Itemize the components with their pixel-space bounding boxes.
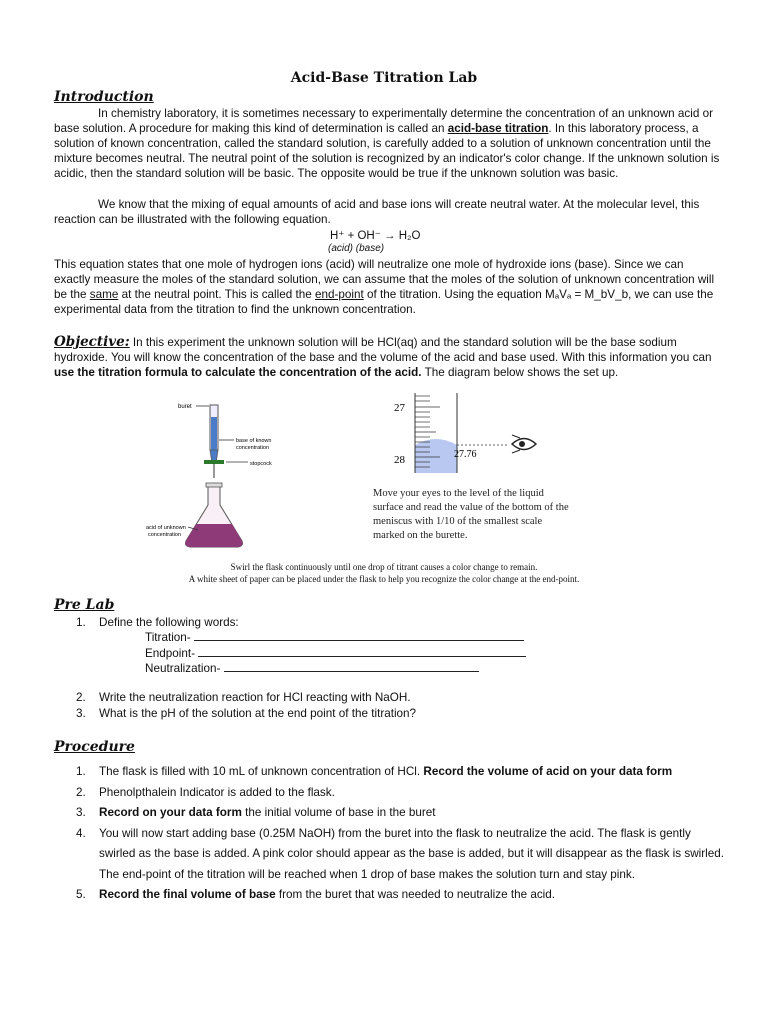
- flask-neck-rim: [206, 483, 222, 487]
- prelab-q2-text: Write the neutralization reaction for HCl reacting with NaOH.: [99, 691, 411, 704]
- objective-heading: Objective:: [54, 334, 130, 350]
- base-label-1: base of known: [236, 438, 272, 444]
- list-number: 4.: [76, 826, 86, 840]
- titration-word: Titration-: [145, 631, 191, 644]
- procedure-list: [76, 762, 726, 906]
- step-bold-text: Record on your data form: [99, 806, 242, 819]
- objective-text: The diagram below shows the set up.: [421, 366, 619, 379]
- prelab-q1-text: Define the following words:: [99, 616, 239, 629]
- definition-item: [145, 646, 526, 662]
- answer-line[interactable]: [198, 646, 526, 657]
- meniscus-reading-note: Move your eyes to the level of the liquid surface and read the value of the bottom of the meniscus with 1/10 of the smallest scale marked on the burette.: [373, 488, 569, 541]
- answer-line[interactable]: [194, 630, 524, 641]
- introduction-paragraph-2: [54, 197, 722, 227]
- step-text: Phenolpthalein Indicator is added to the flask.: [99, 785, 335, 799]
- step-text: You will now start adding base (0.25M NaOH) from the buret into the flask to neutralize the acid. The flask is gently swirled as the base is added. A pink color should appear as the base is added, but it will disappear as the flask is swirled. The end-point of the titration will be reached when 1 drop of base makes the solution turn and stay pink.: [99, 826, 724, 881]
- objective-text: In this experiment the unknown solution will be HCl(aq) and the standard solution will be the base sodium hydroxide. You will know the concentration of the base and the volume of the acid and base used. With this information you can: [54, 336, 712, 364]
- definition-item: [145, 630, 526, 646]
- acid-base-titration-term: acid-base titration: [447, 122, 549, 135]
- acid-label-1: acid of unknown: [146, 525, 186, 531]
- prelab-question-1: [76, 616, 726, 629]
- step-text: the initial volume of base in the buret: [241, 806, 436, 819]
- acid-label-2: concentration: [148, 532, 182, 538]
- list-number: 3.: [76, 806, 86, 819]
- prelab-question-3: [76, 707, 726, 720]
- endpoint-word: Endpoint-: [145, 646, 196, 660]
- stopcock-label: stopcock: [250, 461, 272, 467]
- buret-zoom-liquid: [415, 439, 457, 473]
- procedure-step-5: [76, 885, 726, 906]
- list-number: 3.: [76, 707, 86, 720]
- prelab-q3-text: What is the pH of the solution at the end point of the titration?: [99, 707, 417, 720]
- procedure-step-1: [76, 762, 726, 783]
- step-bold-text: Record the final volume of base: [99, 888, 276, 901]
- step-text: The flask is filled with 10 mL of unknown concentration of HCl.: [99, 765, 424, 778]
- introduction-paragraph-1: [54, 106, 722, 181]
- introduction-paragraph-3: [54, 257, 722, 317]
- prelab-question-2: [76, 691, 726, 704]
- procedure-step-2: [76, 783, 726, 804]
- objective-bold-text: use the titration formula to calculate the concentration of the acid.: [54, 366, 422, 379]
- objective-paragraph: [54, 335, 722, 380]
- procedure-step-3: [76, 803, 726, 824]
- procedure-heading: Procedure: [54, 739, 135, 755]
- figure-caption-1: Swirl the flask continuously until one drop of titrant causes a color change to remain.: [230, 562, 538, 572]
- intro-text: . In this laboratory process, a solution of known concentration, called the standard solution, is carefully added to a solution of unknown concentration until the mixture becomes neutral. The neutral point of the solution is recognized by an indicator's color change. If the unknown solution is acidic, then the standard solution will be basic. The opposite would be true if the unknown solution was basic.: [54, 122, 720, 180]
- intro-text: This equation states that one mole of hydrogen ions (acid) will neutralize one mole of hydroxide ions (base). Since we can exactly measure the moles of the standard solution, we can assume that the moles of the solution of unknown concentration will be the: [54, 258, 715, 301]
- procedure-step-4: [76, 824, 726, 886]
- buret-base-solution: [211, 417, 217, 450]
- intro-text: of the titration. Using the equation MₐVₐ = M_bV_b, we can use the experimental data from the titration to find the unknown concentration.: [54, 288, 714, 316]
- intro-text: We know that the mixing of equal amounts of acid and base ions will create neutral water. At the molecular level, this reaction can be illustrated with the following equation.: [54, 198, 700, 226]
- introduction-heading: Introduction: [54, 89, 154, 105]
- scale-28-label: 28: [394, 454, 405, 466]
- eye-icon: [512, 435, 536, 453]
- definition-list: [145, 630, 526, 677]
- step-bold-text: Record the volume of acid on your data form: [423, 765, 673, 778]
- page-title: Acid-Base Titration Lab: [290, 70, 478, 86]
- list-number: 2.: [76, 691, 86, 704]
- end-point-term: end-point: [314, 288, 364, 301]
- step-text: from the buret that was needed to neutralize the acid.: [275, 888, 556, 901]
- list-number: 5.: [76, 888, 86, 901]
- answer-line[interactable]: [224, 661, 479, 672]
- stopcock-icon: [204, 460, 224, 464]
- list-number: 2.: [76, 785, 86, 799]
- buret-reading: 27.76: [454, 449, 477, 460]
- intro-text: at the neutral point. This is called the: [118, 288, 315, 301]
- list-number: 1.: [76, 616, 86, 629]
- base-label-2: concentration: [236, 445, 270, 451]
- buret-label: buret: [178, 404, 192, 410]
- same-term: same: [89, 288, 119, 301]
- equation-labels: (acid) (base): [328, 243, 385, 254]
- figure-caption-2: A white sheet of paper can be placed under the flask to help you recognize the color change at the end-point.: [188, 574, 580, 584]
- neutralization-word: Neutralization-: [145, 662, 221, 675]
- intro-text: In chemistry laboratory, it is sometimes necessary to experimentally determine the concentration of an unknown acid or base solution. A procedure for making this kind of determination is called an: [54, 107, 713, 135]
- prelab-heading: Pre Lab: [54, 597, 115, 613]
- scale-27-label: 27: [394, 402, 405, 414]
- flask-pink-solution: [186, 524, 243, 547]
- list-number: 1.: [76, 765, 86, 778]
- neutralization-equation: H⁺ + OH⁻ → H₂O: [330, 230, 421, 242]
- definition-item: [145, 661, 526, 677]
